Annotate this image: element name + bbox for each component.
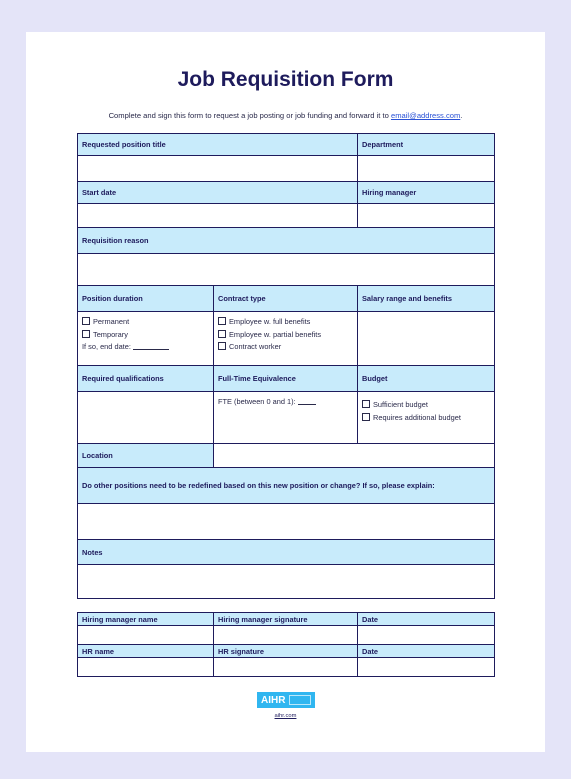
qualifications-header: Required qualifications: [78, 366, 214, 392]
duration-option-label: Permanent: [93, 317, 130, 326]
qualifications-field[interactable]: [78, 392, 214, 444]
intro-sentence: Complete and sign this form to request a job posting or job funding and forward it to: [108, 111, 391, 120]
end-date-field[interactable]: [133, 342, 169, 350]
department-header: Department: [358, 134, 495, 156]
fte-header: Full-Time Equivalence: [214, 366, 358, 392]
hr-name-header: HR name: [78, 645, 214, 658]
notes-field[interactable]: [78, 565, 495, 599]
hr-date-header: Date: [358, 645, 495, 658]
redefine-header: Do other positions need to be redefined based on this new position or change? If so, please explain:: [78, 468, 495, 504]
contract-option[interactable]: [218, 341, 353, 354]
contract-option[interactable]: [218, 329, 353, 342]
contract-option[interactable]: [218, 316, 353, 329]
budget-option[interactable]: [362, 399, 490, 412]
hiring-manager-field[interactable]: [358, 204, 495, 228]
salary-field[interactable]: [358, 312, 495, 366]
fte-label: FTE (between 0 and 1):: [218, 397, 296, 406]
position-duration-header: Position duration: [78, 286, 214, 312]
checkbox-icon[interactable]: [218, 342, 226, 350]
hr-signature-field[interactable]: [214, 658, 358, 677]
budget-options: [358, 392, 495, 444]
form-page: [26, 32, 545, 752]
duration-option[interactable]: [82, 329, 209, 342]
start-date-field[interactable]: [78, 204, 358, 228]
checkbox-icon[interactable]: [362, 400, 370, 408]
hiring-manager-signature-field[interactable]: [214, 626, 358, 645]
budget-option-label: Requires additional budget: [373, 412, 461, 422]
notes-header: Notes: [78, 540, 495, 565]
end-date-row: [82, 341, 209, 354]
requisition-reason-header: Requisition reason: [78, 228, 495, 254]
checkbox-icon[interactable]: [362, 413, 370, 421]
checkbox-icon[interactable]: [82, 317, 90, 325]
form-title: Job Requisition Form: [177, 68, 394, 91]
date-header: Date: [358, 613, 495, 626]
intro-period: .: [460, 111, 463, 120]
salary-header: Salary range and benefits: [358, 286, 495, 312]
requisition-table: [77, 133, 495, 599]
contract-option-label: Contract worker: [229, 342, 282, 351]
hr-signature-header: HR signature: [214, 645, 358, 658]
start-date-header: Start date: [78, 182, 358, 204]
budget-option[interactable]: [362, 412, 490, 425]
position-title-header: Requested position title: [78, 134, 358, 156]
email-link[interactable]: email@address.com: [390, 111, 461, 120]
hiring-manager-signature-header: Hiring manager signature: [214, 613, 358, 626]
hr-name-field[interactable]: [78, 658, 214, 677]
intro-text: [26, 111, 545, 120]
contract-option-label: Employee w. partial benefits: [229, 329, 322, 339]
contract-type-options: [214, 312, 358, 366]
fte-row: [218, 396, 353, 409]
department-field[interactable]: [358, 156, 495, 182]
checkbox-icon[interactable]: [218, 330, 226, 338]
location-header: Location: [78, 444, 214, 468]
position-title-field[interactable]: [78, 156, 358, 182]
checkbox-icon[interactable]: [82, 330, 90, 338]
duration-option-label: Temporary: [93, 329, 128, 339]
contract-type-header: Contract type: [214, 286, 358, 312]
logo-wordmark: AIHR: [261, 694, 286, 706]
logo-tagline-box: [289, 695, 311, 705]
fte-field[interactable]: [298, 397, 316, 405]
checkbox-icon[interactable]: [218, 317, 226, 325]
footer-link[interactable]: aihr.com: [274, 713, 297, 719]
hiring-manager-name-header: Hiring manager name: [78, 613, 214, 626]
position-duration-options: [78, 312, 214, 366]
budget-option-label: Sufficient budget: [373, 400, 428, 409]
requisition-reason-field[interactable]: [78, 254, 495, 286]
redefine-field[interactable]: [78, 504, 495, 540]
duration-option[interactable]: [82, 316, 209, 329]
contract-option-label: Employee w. full benefits: [229, 317, 311, 326]
hiring-manager-name-field[interactable]: [78, 626, 214, 645]
fte-cell: [214, 392, 358, 444]
hr-date-field[interactable]: [358, 658, 495, 677]
location-field[interactable]: [214, 444, 495, 468]
budget-header: Budget: [358, 366, 495, 392]
signature-table: [77, 612, 495, 677]
hiring-manager-date-field[interactable]: [358, 626, 495, 645]
end-date-label: If so, end date:: [82, 342, 131, 351]
aihr-logo: [257, 692, 315, 708]
hiring-manager-header: Hiring manager: [358, 182, 495, 204]
